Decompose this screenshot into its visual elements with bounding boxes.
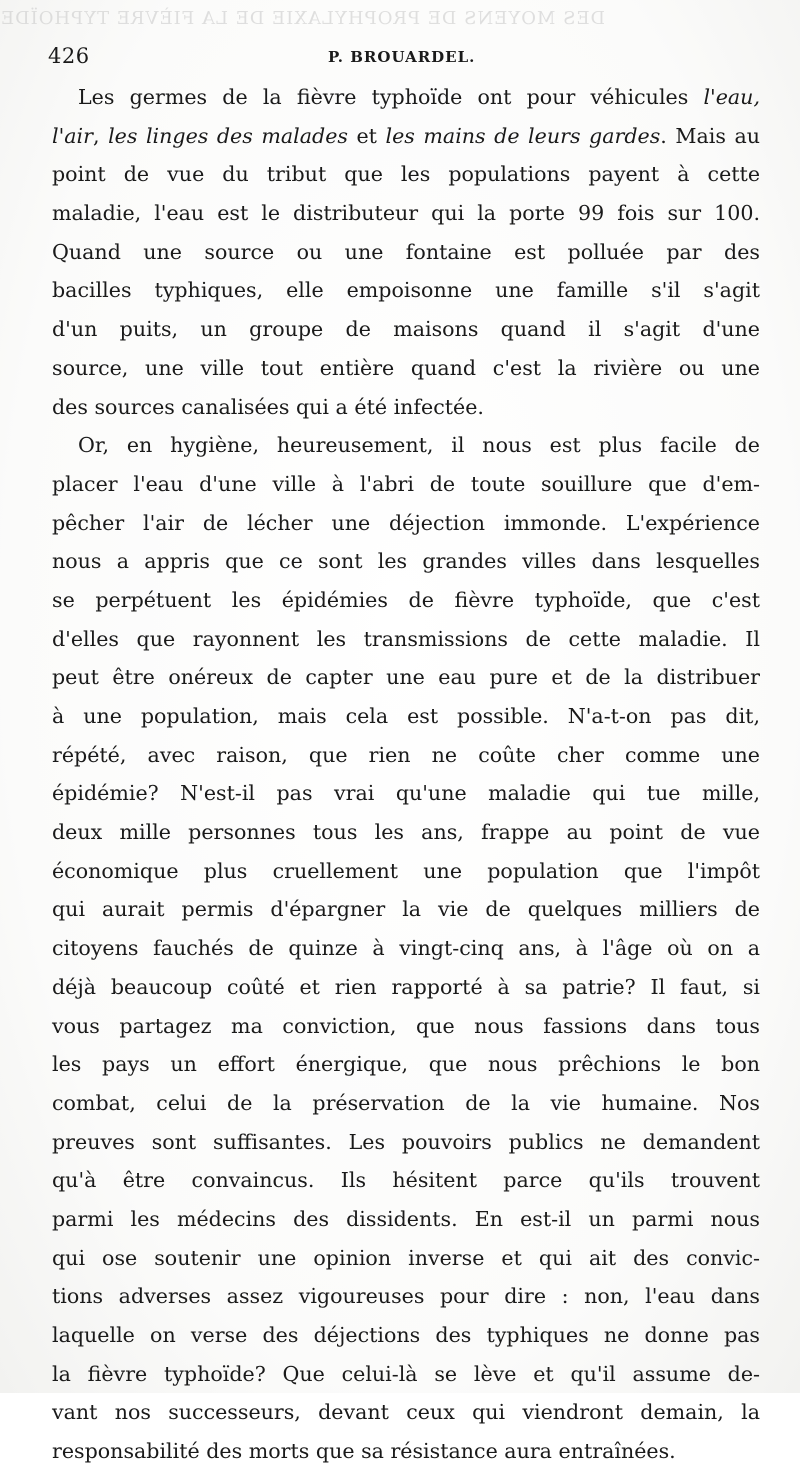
body-text <box>52 78 760 1471</box>
text-line: les pays un effort énergique, que nous prêchions le bon <box>52 1052 760 1077</box>
text-line: des sources canalisées qui a été infectée. <box>52 394 484 419</box>
text-line: responsabilité des morts que sa résistance aura entraînées. <box>52 1439 676 1464</box>
text-line: répété, avec raison, que rien ne coûte cher comme une <box>52 742 760 767</box>
text-line: tions adverses assez vigoureuses pour dire : non, l'eau dans <box>52 1284 760 1309</box>
text-line: qu'à être convaincus. Ils hésitent parce qu'ils trouvent <box>52 1168 760 1193</box>
text-line: l'air, les linges des malades et les mains de leurs gardes. Mais au <box>52 123 760 148</box>
page-number: 426 <box>48 44 90 68</box>
text-line: pêcher l'air de lécher une déjection immonde. L'expérience <box>52 510 760 535</box>
paragraph <box>52 78 760 426</box>
text-line: placer l'eau d'une ville à l'abri de toute souillure que d'em- <box>52 471 760 496</box>
text-line: preuves sont suffisantes. Les pouvoirs publics ne demandent <box>52 1129 760 1154</box>
page-header <box>48 38 748 72</box>
text-line: deux mille personnes tous les ans, frappe au point de vue <box>52 820 760 845</box>
text-line: d'elles que rayonnent les transmissions de cette maladie. Il <box>52 626 760 651</box>
text-line: bacilles typhiques, elle empoisonne une famille s'il s'agit <box>52 278 760 303</box>
text-line: qui aurait permis d'épargner la vie de quelques milliers de <box>52 897 760 922</box>
text-line: parmi les médecins des dissidents. En est-il un parmi nous <box>52 1206 760 1231</box>
text-line: la fièvre typhoïde? Que celui-là se lève et qu'il assume de- <box>52 1361 760 1386</box>
text-line: qui ose soutenir une opinion inverse et qui ait des convic- <box>52 1245 760 1270</box>
text-line: nous a appris que ce sont les grandes villes dans lesquelles <box>52 549 760 574</box>
text-line: source, une ville tout entière quand c'est la rivière ou une <box>52 355 760 380</box>
text-line: combat, celui de la préservation de la vie humaine. Nos <box>52 1090 760 1115</box>
text-line: se perpétuent les épidémies de fièvre typhoïde, que c'est <box>52 587 760 612</box>
text-line: laquelle on verse des déjections des typhiques ne donne pas <box>52 1323 760 1347</box>
text-line: Les germes de la fièvre typhoïde ont pour véhicules l'eau, <box>78 85 760 109</box>
text-line: d'un puits, un groupe de maisons quand il s'agit d'une <box>52 317 760 342</box>
text-line: point de vue du tribut que les populations payent à cette <box>52 162 760 187</box>
text-line: peut être onéreux de capter une eau pure et de la distribuer <box>52 665 760 690</box>
text-line: épidémie? N'est-il pas vrai qu'une maladie qui tue mille, <box>52 781 760 806</box>
paragraph <box>52 426 760 1471</box>
text-line: Or, en hygiène, heureusement, il nous est plus facile de <box>78 433 760 458</box>
running-head: P. BROUARDEL. <box>328 48 476 66</box>
bleed-through-text: DES MOYENS DE PROPHYLAXIE DE LA FIÈVRE TYPHOÏDE <box>0 8 606 29</box>
text-line: vant nos successeurs, devant ceux qui viendront demain, la <box>52 1400 760 1425</box>
text-line: maladie, l'eau est le distributeur qui la porte 99 fois sur 100. <box>52 201 760 226</box>
text-line: à une population, mais cela est possible. N'a-t-on pas dit, <box>52 704 760 728</box>
text-line: Quand une source ou une fontaine est polluée par des <box>52 239 760 264</box>
text-line: économique plus cruellement une population que l'impôt <box>52 858 760 883</box>
text-line: déjà beaucoup coûté et rien rapporté à sa patrie? Il faut, si <box>52 974 760 999</box>
text-line: citoyens fauchés de quinze à vingt-cinq ans, à l'âge où on a <box>52 936 760 961</box>
text-line: vous partagez ma conviction, que nous fassions dans tous <box>52 1013 760 1038</box>
